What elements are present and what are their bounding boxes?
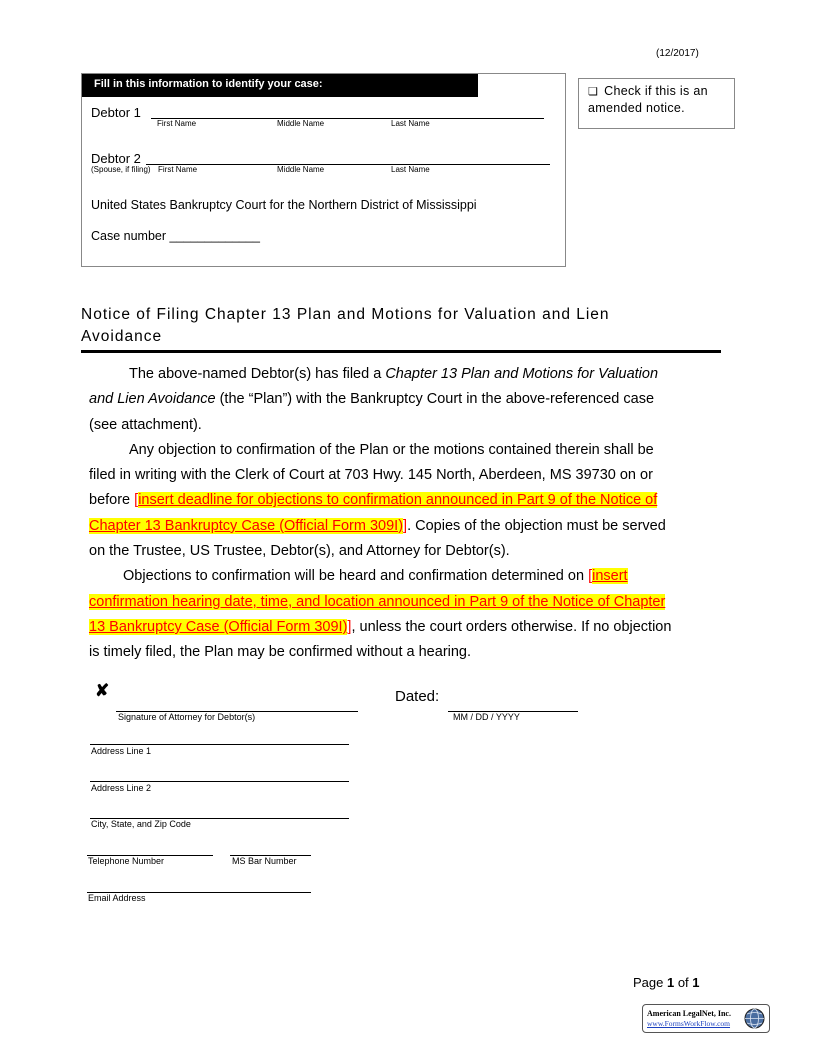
p3-b: , unless the court orders otherwise. If no objection [351,618,672,635]
city-state-zip-label: City, State, and Zip Code [91,819,191,829]
debtor1-last-name-label: Last Name [391,119,430,128]
p2-b: filed in writing with the Clerk of Court at 703 Hwy. 145 North, Aberdeen, MS 39730 on or [89,467,653,484]
debtor2-last-name-label: Last Name [391,165,430,174]
x-mark-icon: ✘ [95,681,110,700]
publisher-logo [642,1004,770,1033]
page-current: 1 [666,975,675,990]
page-total: 1 [692,975,700,990]
debtor2-first-name-label: First Name [158,165,198,174]
hearing-placeholder-1[interactable]: insert [592,568,628,585]
logo-name: American LegalNet, Inc. [647,1009,731,1018]
page-prefix: Page [633,975,667,990]
address1-line[interactable] [90,744,349,745]
amended-notice-text [588,83,708,116]
deadline-placeholder-1[interactable]: insert deadline for objections to confirmation announced in Part 9 of the Notice of [138,492,658,509]
case-info-header [82,74,478,97]
p1-a: The above-named Debtor(s) has filed a [129,366,386,382]
p2-d: . Copies of the objection must be served [407,517,666,534]
form-version: (12/2017) [656,48,699,59]
bar-number-label: MS Bar Number [232,856,297,866]
p3-a: Objections to confirmation will be heard and confirmation determined on [123,568,589,585]
title-rule [81,350,721,353]
debtor1-label: Debtor 1 [91,105,141,120]
logo-url[interactable]: www.FormsWorkFlow.com [647,1019,731,1028]
dated-label: Dated: [395,688,440,705]
p3-c: is timely filed, the Plan may be confirmed without a hearing. [89,644,472,661]
page-title [81,304,610,348]
page-number [633,975,700,990]
amended-line2: amended notice. [588,101,685,115]
p2-e: on the Trustee, US Trustee, Debtor(s), and Attorney for Debtor(s). [89,543,510,560]
hearing-placeholder-3[interactable]: 13 Bankruptcy Case (Official Form 309I) [89,618,348,635]
p2-a: Any objection to confirmation of the Plan or the motions contained therein shall be [129,441,654,458]
case-number-row [91,229,260,243]
p3-bracket-open: [ [588,568,593,585]
telephone-label: Telephone Number [88,856,165,866]
hearing-placeholder-2[interactable]: confirmation hearing date, time, and location announced in Part 9 of the Notice of Chapter [89,593,666,610]
case-info-header-text: Fill in this information to identify your case: [94,78,323,90]
page-title-line2: Avoidance [81,328,163,345]
date-format-label: MM / DD / YYYY [453,712,520,722]
amended-checkbox[interactable]: ❏ [588,86,599,98]
debtor2-label: Debtor 2 [91,151,141,166]
debtor2-spouse-note: (Spouse, if filing) [91,165,151,174]
p2-bracket-open: [ [134,492,139,509]
case-number-label: Case number [91,229,167,243]
debtor1-name-line[interactable] [151,118,544,119]
debtor2-name-line[interactable] [146,164,550,165]
globe-icon [744,1008,765,1029]
body-text [89,362,689,666]
address1-label: Address Line 1 [91,746,152,756]
email-label: Email Address [88,893,146,903]
debtor1-first-name-label: First Name [157,119,197,128]
p1-plan-title-cont: and Lien Avoidance [89,391,216,408]
debtor2-middle-name-label: Middle Name [277,165,325,174]
p2-c: before [89,492,135,509]
court-name: United States Bankruptcy Court for the Northern District of Mississippi [91,198,477,212]
address2-line[interactable] [90,781,349,782]
case-number-field[interactable]: _____________ [169,229,260,243]
deadline-placeholder-2[interactable]: Chapter 13 Bankruptcy Case (Official Form 309I) [89,517,404,534]
p3-bracket-close: ] [347,618,352,635]
address2-label: Address Line 2 [91,783,152,793]
p1-plan-title: Chapter 13 Plan and Motions for Valuation [385,366,659,382]
page-title-line1: Notice of Filing Chapter 13 Plan and Motions for Valuation and Lien [81,306,610,323]
signature-label: Signature of Attorney for Debtor(s) [118,712,256,722]
p2-bracket-close: ] [403,517,408,534]
amended-line1: Check if this is an [604,84,708,98]
page-of: of [674,975,693,990]
debtor1-middle-name-label: Middle Name [277,119,325,128]
p1-e: (see attachment). [89,416,202,433]
p1-d: (the “Plan”) with the Bankruptcy Court in the above-referenced case [215,391,655,408]
